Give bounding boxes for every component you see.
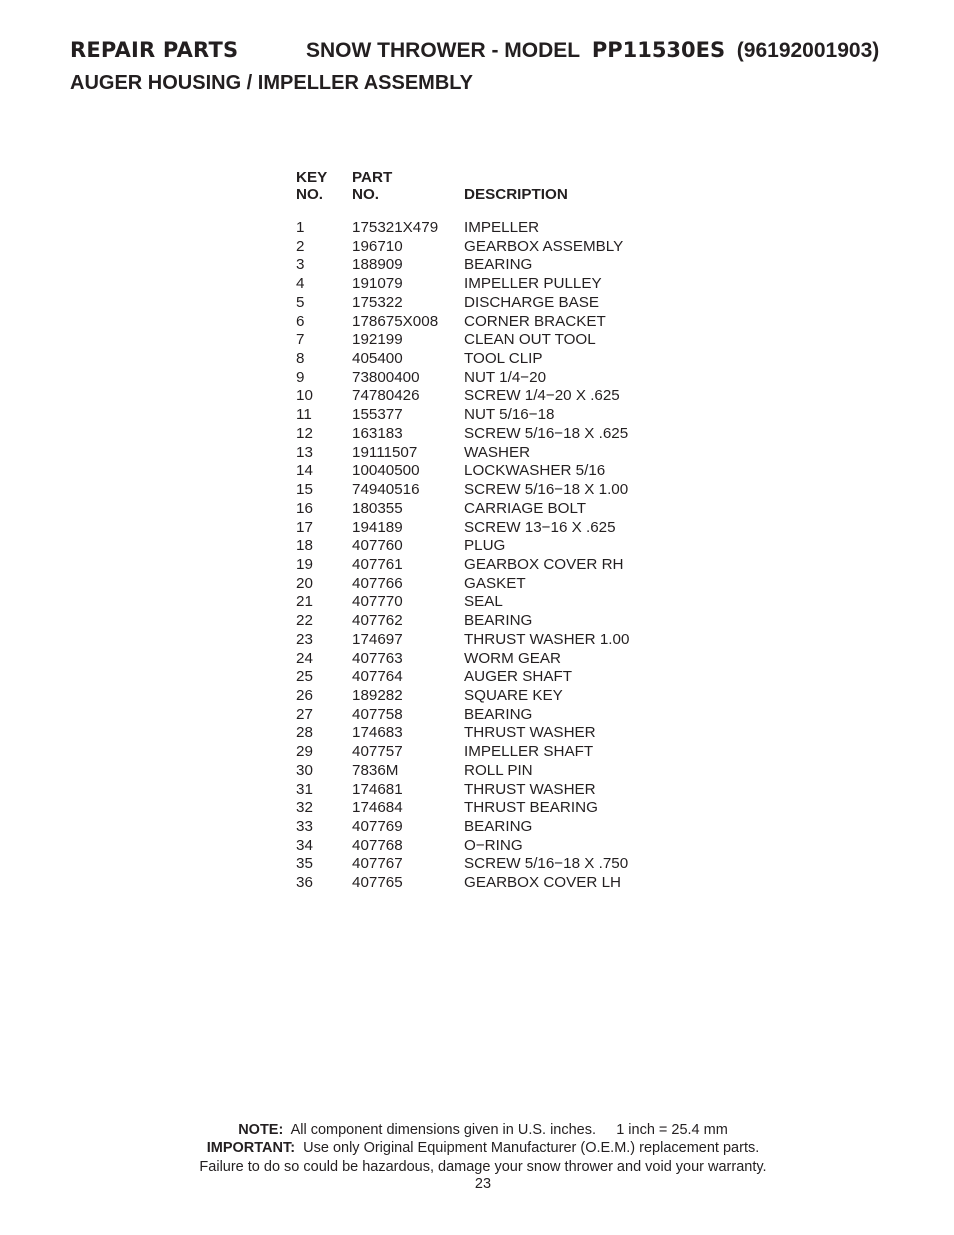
- key-cell: 33: [296, 818, 313, 835]
- part-number-cell: 192199: [352, 331, 403, 349]
- part-number-cell: 407762: [352, 612, 403, 630]
- key-cell: 21: [296, 593, 313, 611]
- footer-notes: [0, 1121, 954, 1176]
- part-number-cell: 407768: [352, 836, 403, 854]
- part-number-cell: 10040500: [352, 462, 420, 480]
- key-cell: 30: [296, 761, 313, 779]
- key-header-line2: NO.: [296, 186, 324, 203]
- important-text: Use only Original Equipment Manufacturer (O.E.M.) replacement parts.: [303, 1140, 760, 1157]
- part-number-cell: 174697: [352, 630, 403, 648]
- part-number-cell: 174684: [352, 799, 403, 817]
- key-cell: 32: [296, 799, 313, 817]
- key-cell: 36: [296, 874, 313, 892]
- important-line: [0, 1139, 954, 1157]
- snow-thrower-prefix: SNOW THROWER - MODEL: [306, 39, 581, 62]
- description-cell: GEARBOX ASSEMBLY: [464, 237, 624, 255]
- part-number-cell: 407765: [352, 874, 403, 892]
- description-cell: SCREW 5/16−18 X .625: [464, 424, 629, 442]
- part-number-cell: 7836M: [352, 761, 399, 779]
- key-cell: 35: [296, 855, 313, 873]
- description-cell: PLUG: [464, 537, 506, 555]
- model-number: (96192001903): [736, 39, 880, 62]
- part-number-cell: 180355: [352, 499, 403, 517]
- key-cell: 14: [296, 462, 313, 480]
- part-number-cell: 174681: [352, 780, 403, 798]
- part-number-cell: 407767: [352, 855, 403, 873]
- page-number: 23: [474, 1176, 492, 1192]
- part-number-cell: 407757: [352, 743, 403, 761]
- description-cell: BEARING: [464, 818, 533, 835]
- description-cell: WASHER: [464, 443, 531, 461]
- part-number-cell: 73800400: [352, 368, 420, 386]
- note-label: NOTE:: [238, 1122, 284, 1138]
- description-cell: IMPELLER SHAFT: [464, 743, 594, 761]
- description-cell: IMPELLER PULLEY: [464, 275, 602, 293]
- part-number-cell: 163183: [352, 424, 403, 442]
- key-cell: 18: [296, 537, 313, 555]
- part-number-cell: 407769: [352, 818, 403, 835]
- note-text: All component dimensions given in U.S. inches.: [290, 1122, 597, 1138]
- part-number-cell: 191079: [352, 275, 403, 293]
- part-number-cell: 194189: [352, 518, 403, 536]
- model-name: PP11530ES: [591, 38, 726, 62]
- description-cell: IMPELLER: [464, 219, 540, 236]
- part-number-cell: 407766: [352, 574, 403, 592]
- description-cell: WORM GEAR: [464, 649, 562, 667]
- key-cell: 28: [296, 724, 313, 742]
- key-cell: 13: [296, 443, 313, 461]
- key-header: [296, 169, 327, 203]
- warning-line: Failure to do so could be hazardous, damage your snow thrower and void your warranty.: [199, 1158, 767, 1175]
- description-cell: ROLL PIN: [464, 761, 533, 779]
- key-cell: 19: [296, 555, 313, 573]
- description-cell: GASKET: [464, 574, 526, 592]
- description-cell: NUT 1/4−20: [464, 368, 547, 386]
- part-number-cell: 155377: [352, 406, 403, 424]
- key-cell: 20: [296, 574, 313, 592]
- key-header-line1: KEY: [296, 169, 328, 186]
- description-cell: GEARBOX COVER LH: [464, 874, 621, 892]
- key-cell: 25: [296, 668, 313, 686]
- key-cell: 2: [296, 237, 305, 255]
- part-header-line2: NO.: [352, 186, 380, 203]
- key-cell: 1: [296, 219, 305, 236]
- description-cell: SCREW 13−16 X .625: [464, 518, 616, 536]
- description-cell: CLEAN OUT TOOL: [464, 331, 596, 349]
- description-cell: THRUST WASHER 1.00: [464, 630, 630, 648]
- part-number-cell: 178675X008: [352, 312, 439, 330]
- key-cell: 11: [296, 406, 312, 424]
- key-cell: 27: [296, 705, 313, 723]
- part-number-cell: 175321X479: [352, 219, 439, 236]
- key-cell: 24: [296, 649, 313, 667]
- description-cell: SCREW 1/4−20 X .625: [464, 387, 620, 405]
- description-cell: LOCKWASHER 5/16: [464, 462, 606, 480]
- description-cell: SCREW 5/16−18 X 1.00: [464, 481, 629, 499]
- part-number-cell: 407758: [352, 705, 403, 723]
- part-number-cell: 188909: [352, 256, 403, 274]
- key-cell: 22: [296, 612, 313, 630]
- part-number-cell: 74780426: [352, 387, 420, 405]
- part-number-cell: 175322: [352, 293, 403, 311]
- part-header-line1: PART: [352, 169, 393, 186]
- description-cell: BEARING: [464, 612, 533, 630]
- key-cell: 34: [296, 836, 313, 854]
- part-number-cell: 196710: [352, 237, 403, 255]
- description-cell: AUGER SHAFT: [464, 668, 573, 686]
- unit-conversion: 1 inch = 25.4 mm: [616, 1122, 728, 1138]
- important-label: IMPORTANT:: [206, 1140, 296, 1157]
- description-header: DESCRIPTION: [464, 186, 568, 203]
- part-number-cell: 174683: [352, 724, 403, 742]
- part-number-cell: 407763: [352, 649, 403, 667]
- description-cell: SEAL: [464, 593, 503, 611]
- part-number-cell: 74940516: [352, 481, 420, 499]
- key-cell: 26: [296, 686, 313, 704]
- part-header: [352, 169, 392, 203]
- description-cell: SQUARE KEY: [464, 686, 563, 704]
- description-cell: O−RING: [464, 836, 523, 854]
- key-cell: 8: [296, 350, 305, 368]
- description-cell: NUT 5/16−18: [464, 406, 555, 424]
- description-cell: CORNER BRACKET: [464, 312, 606, 330]
- description-cell: TOOL CLIP: [464, 350, 543, 368]
- key-cell: 12: [296, 424, 313, 442]
- section-title: AUGER HOUSING / IMPELLER ASSEMBLY: [70, 72, 474, 94]
- description-cell: SCREW 5/16−18 X .750: [464, 855, 629, 873]
- key-cell: 10: [296, 387, 313, 405]
- key-cell: 7: [296, 331, 305, 349]
- model-line: [306, 38, 879, 63]
- key-cell: 4: [296, 275, 305, 293]
- key-cell: 5: [296, 293, 305, 311]
- part-number-cell: 405400: [352, 350, 403, 368]
- description-cell: GEARBOX COVER RH: [464, 555, 624, 573]
- key-cell: 17: [296, 518, 313, 536]
- key-cell: 3: [296, 256, 305, 274]
- description-cell: THRUST BEARING: [464, 799, 598, 817]
- key-cell: 23: [296, 630, 313, 648]
- key-cell: 16: [296, 499, 313, 517]
- description-cell: BEARING: [464, 256, 533, 274]
- part-number-cell: 19111507: [352, 443, 418, 461]
- description-cell: DISCHARGE BASE: [464, 293, 600, 311]
- description-cell: THRUST WASHER: [464, 780, 596, 798]
- note-line: [0, 1121, 954, 1139]
- part-number-cell: 407761: [352, 555, 403, 573]
- key-cell: 31: [296, 780, 313, 798]
- description-cell: CARRIAGE BOLT: [464, 499, 587, 517]
- key-cell: 6: [296, 312, 305, 330]
- part-number-cell: 189282: [352, 686, 403, 704]
- part-number-cell: 407760: [352, 537, 403, 555]
- description-cell: BEARING: [464, 705, 533, 723]
- page-header: [70, 38, 880, 63]
- part-number-cell: 407770: [352, 593, 403, 611]
- description-cell: THRUST WASHER: [464, 724, 596, 742]
- key-cell: 9: [296, 368, 305, 386]
- repair-parts-title: REPAIR PARTS: [70, 38, 239, 62]
- key-cell: 15: [296, 481, 313, 499]
- part-number-cell: 407764: [352, 668, 403, 686]
- key-cell: 29: [296, 743, 313, 761]
